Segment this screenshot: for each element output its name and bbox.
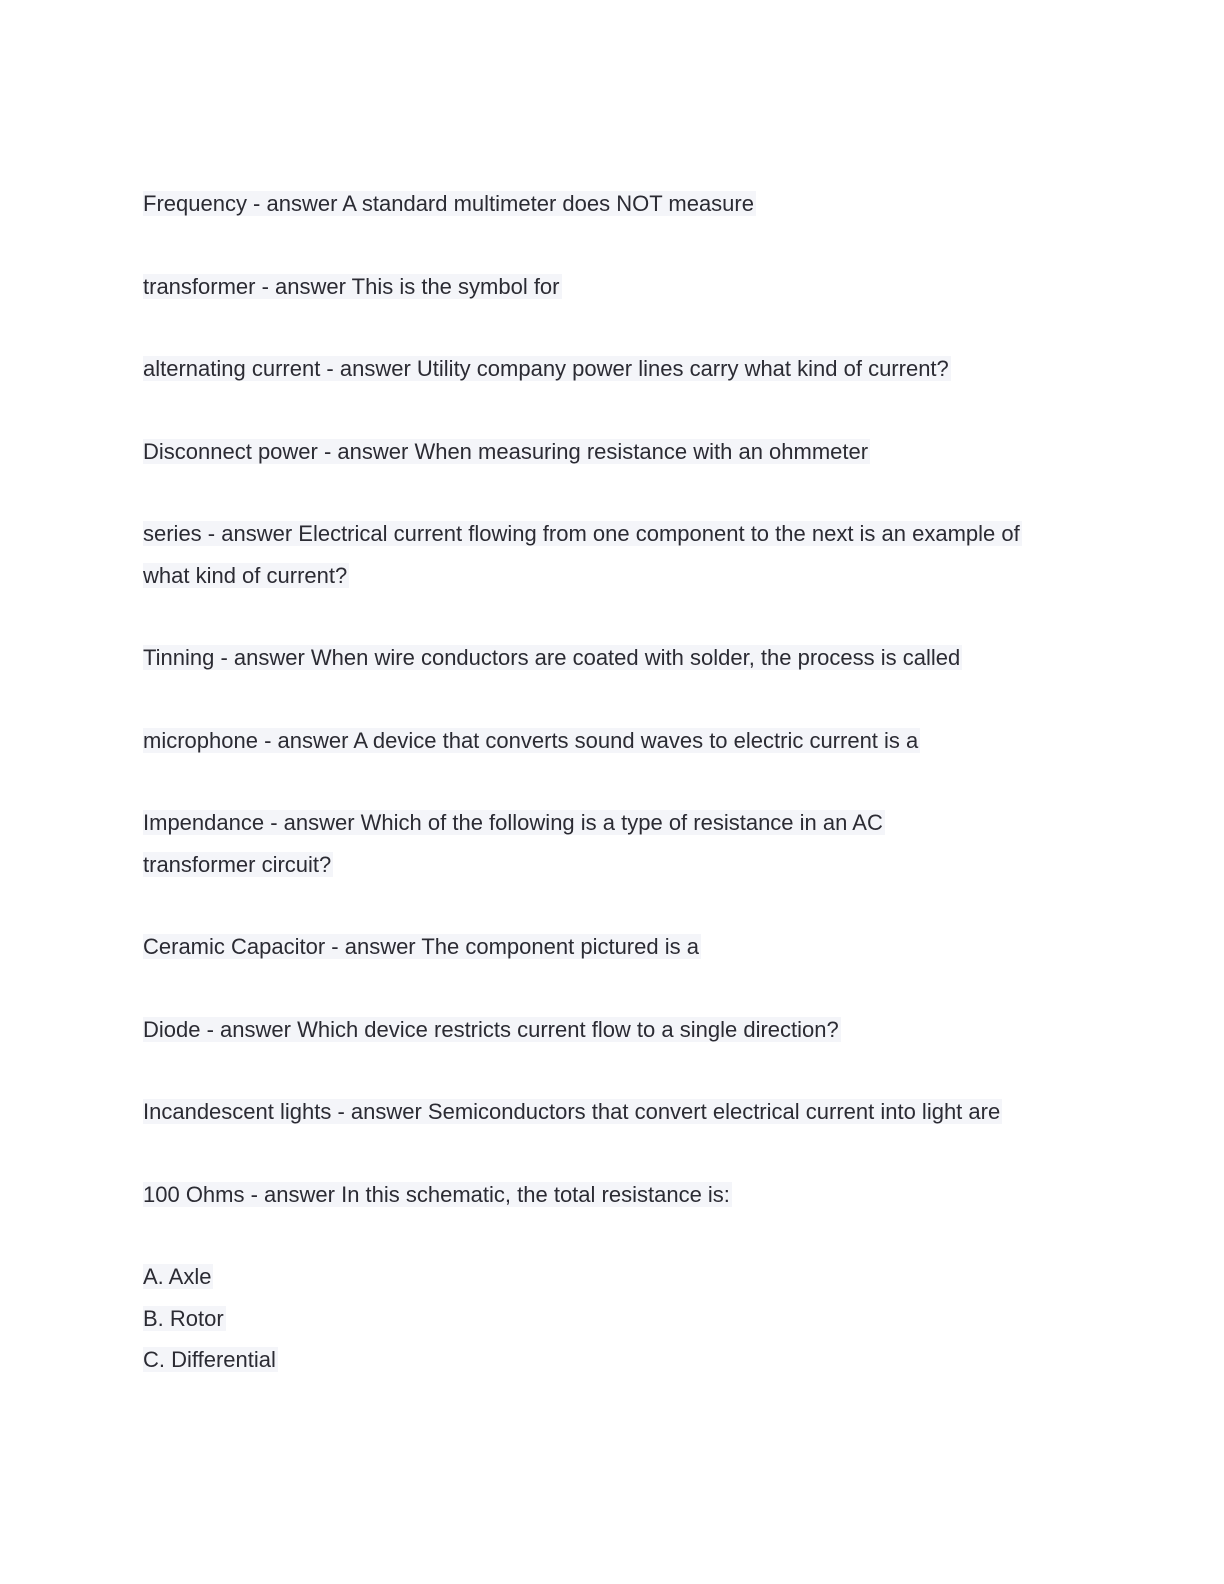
qa-text: Diode - answer Which device restricts current flow to a single direction? [143,1016,839,1042]
qa-text: Tinning - answer When wire conductors are coated with solder, the process is called [143,645,961,670]
option-item [143,1256,1083,1298]
qa-entry [143,1091,1083,1133]
option-text: B. Rotor [143,1305,224,1331]
qa-entry [143,431,1083,473]
qa-entry [143,720,1083,762]
qa-text: Frequency - answer A standard multimeter does NOT measure [143,191,754,216]
qa-text: Ceramic Capacitor - answer The component pictured is a [143,934,699,959]
qa-entry [143,1009,1083,1051]
qa-text: transformer - answer This is the symbol for [143,273,560,299]
qa-entry [143,348,1083,390]
qa-text: Impendance - answer Which of the following is a type of resistance in an AC transformer circuit? [143,810,883,877]
qa-entry [143,1174,1083,1216]
qa-text: 100 Ohms - answer In this schematic, the total resistance is: [143,1181,730,1207]
document-page [143,183,1083,1381]
qa-entry [143,637,1083,679]
qa-text: Incandescent lights - answer Semiconductors that convert electrical current into light are [143,1099,1001,1124]
qa-entry [143,183,1083,225]
option-text: C. Differential [143,1347,276,1372]
option-item [143,1339,1083,1381]
answer-options [143,1256,1083,1381]
qa-entry [143,513,1065,596]
qa-entry [143,266,1083,308]
qa-entry [143,926,1083,968]
option-text: A. Axle [143,1264,212,1289]
qa-entry [143,802,963,885]
option-item [143,1298,1083,1340]
qa-text: alternating current - answer Utility company power lines carry what kind of current? [143,356,949,381]
qa-text: microphone - answer A device that converts sound waves to electric current is a [143,727,919,753]
qa-text: series - answer Electrical current flowing from one component to the next is an example of what kind of current? [143,521,1020,588]
qa-text: Disconnect power - answer When measuring resistance with an ohmmeter [143,438,869,464]
